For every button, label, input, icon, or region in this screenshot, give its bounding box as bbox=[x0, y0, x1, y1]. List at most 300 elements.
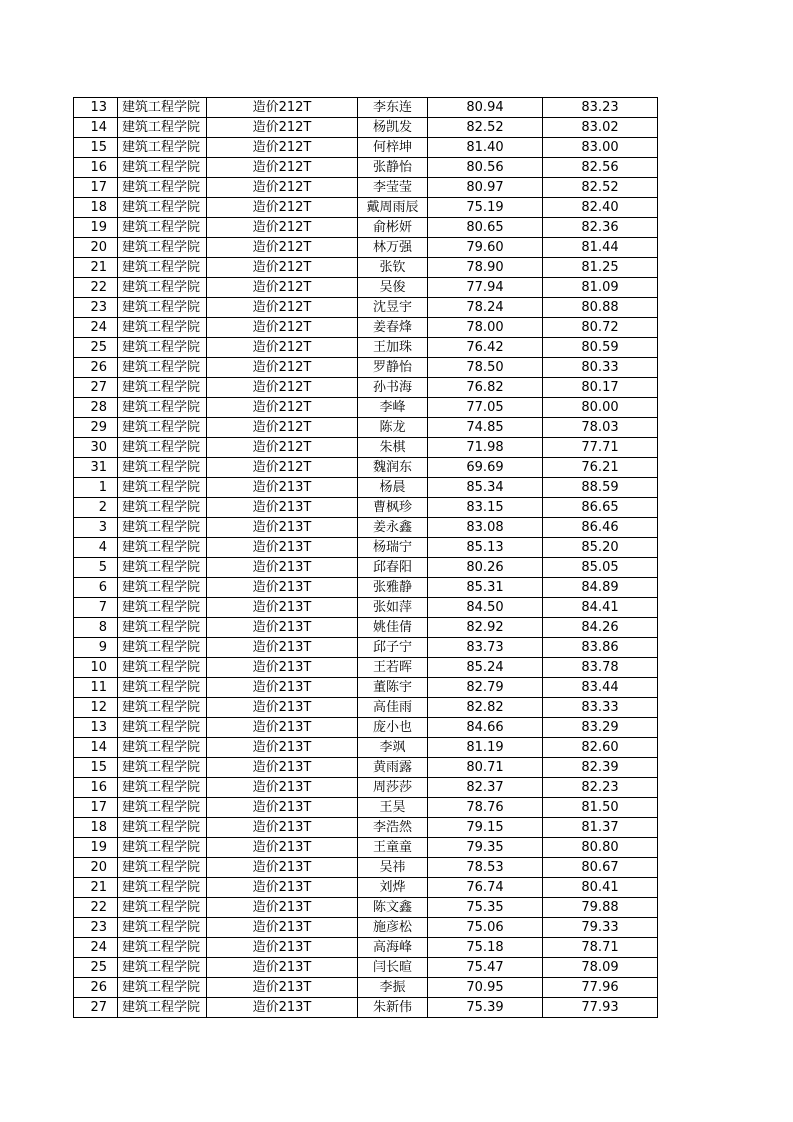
college-cell: 建筑工程学院 bbox=[118, 178, 207, 198]
row-number-cell: 15 bbox=[74, 758, 118, 778]
college-cell: 建筑工程学院 bbox=[118, 578, 207, 598]
table-row bbox=[74, 518, 658, 538]
row-number-cell: 24 bbox=[74, 938, 118, 958]
name-cell: 李峰 bbox=[358, 398, 428, 418]
score-b-cell: 78.71 bbox=[543, 938, 658, 958]
table-row bbox=[74, 738, 658, 758]
score-b-cell: 86.46 bbox=[543, 518, 658, 538]
class-cell: 造价213T bbox=[207, 898, 358, 918]
name-cell: 黄雨露 bbox=[358, 758, 428, 778]
college-cell: 建筑工程学院 bbox=[118, 518, 207, 538]
row-number-cell: 21 bbox=[74, 258, 118, 278]
class-cell: 造价213T bbox=[207, 558, 358, 578]
college-cell: 建筑工程学院 bbox=[118, 458, 207, 478]
score-b-cell: 81.25 bbox=[543, 258, 658, 278]
name-cell: 李莹莹 bbox=[358, 178, 428, 198]
college-cell: 建筑工程学院 bbox=[118, 898, 207, 918]
table-row bbox=[74, 498, 658, 518]
table-row bbox=[74, 858, 658, 878]
score-b-cell: 84.89 bbox=[543, 578, 658, 598]
row-number-cell: 18 bbox=[74, 818, 118, 838]
score-a-cell: 85.31 bbox=[428, 578, 543, 598]
table-row bbox=[74, 318, 658, 338]
table-row bbox=[74, 998, 658, 1018]
row-number-cell: 17 bbox=[74, 178, 118, 198]
college-cell: 建筑工程学院 bbox=[118, 338, 207, 358]
score-b-cell: 83.86 bbox=[543, 638, 658, 658]
score-b-cell: 80.80 bbox=[543, 838, 658, 858]
score-b-cell: 82.40 bbox=[543, 198, 658, 218]
table-row bbox=[74, 798, 658, 818]
class-cell: 造价212T bbox=[207, 178, 358, 198]
table-row bbox=[74, 258, 658, 278]
class-cell: 造价212T bbox=[207, 218, 358, 238]
score-a-cell: 85.34 bbox=[428, 478, 543, 498]
row-number-cell: 13 bbox=[74, 718, 118, 738]
college-cell: 建筑工程学院 bbox=[118, 358, 207, 378]
score-a-cell: 82.52 bbox=[428, 118, 543, 138]
table-row bbox=[74, 338, 658, 358]
name-cell: 杨凯发 bbox=[358, 118, 428, 138]
score-a-cell: 75.39 bbox=[428, 998, 543, 1018]
class-cell: 造价213T bbox=[207, 878, 358, 898]
score-b-cell: 83.29 bbox=[543, 718, 658, 738]
row-number-cell: 27 bbox=[74, 378, 118, 398]
score-a-cell: 80.56 bbox=[428, 158, 543, 178]
row-number-cell: 14 bbox=[74, 738, 118, 758]
row-number-cell: 19 bbox=[74, 218, 118, 238]
name-cell: 杨瑞宁 bbox=[358, 538, 428, 558]
row-number-cell: 28 bbox=[74, 398, 118, 418]
score-b-cell: 82.36 bbox=[543, 218, 658, 238]
college-cell: 建筑工程学院 bbox=[118, 638, 207, 658]
row-number-cell: 22 bbox=[74, 278, 118, 298]
name-cell: 陈龙 bbox=[358, 418, 428, 438]
score-a-cell: 80.65 bbox=[428, 218, 543, 238]
class-cell: 造价212T bbox=[207, 378, 358, 398]
table-row bbox=[74, 358, 658, 378]
score-table bbox=[73, 97, 658, 1018]
class-cell: 造价212T bbox=[207, 118, 358, 138]
class-cell: 造价213T bbox=[207, 818, 358, 838]
score-a-cell: 78.53 bbox=[428, 858, 543, 878]
score-b-cell: 81.50 bbox=[543, 798, 658, 818]
college-cell: 建筑工程学院 bbox=[118, 138, 207, 158]
college-cell: 建筑工程学院 bbox=[118, 118, 207, 138]
table-row bbox=[74, 138, 658, 158]
score-a-cell: 82.79 bbox=[428, 678, 543, 698]
name-cell: 李飒 bbox=[358, 738, 428, 758]
college-cell: 建筑工程学院 bbox=[118, 658, 207, 678]
class-cell: 造价212T bbox=[207, 398, 358, 418]
row-number-cell: 19 bbox=[74, 838, 118, 858]
score-a-cell: 70.95 bbox=[428, 978, 543, 998]
table-row bbox=[74, 818, 658, 838]
row-number-cell: 21 bbox=[74, 878, 118, 898]
table-row bbox=[74, 178, 658, 198]
name-cell: 陈文鑫 bbox=[358, 898, 428, 918]
table-row bbox=[74, 478, 658, 498]
score-b-cell: 79.33 bbox=[543, 918, 658, 938]
score-b-cell: 85.05 bbox=[543, 558, 658, 578]
table-row bbox=[74, 558, 658, 578]
name-cell: 闫长暄 bbox=[358, 958, 428, 978]
score-b-cell: 78.09 bbox=[543, 958, 658, 978]
college-cell: 建筑工程学院 bbox=[118, 558, 207, 578]
name-cell: 董陈宇 bbox=[358, 678, 428, 698]
name-cell: 戴周雨辰 bbox=[358, 198, 428, 218]
row-number-cell: 29 bbox=[74, 418, 118, 438]
score-b-cell: 80.17 bbox=[543, 378, 658, 398]
table-row bbox=[74, 758, 658, 778]
row-number-cell: 26 bbox=[74, 978, 118, 998]
name-cell: 张如萍 bbox=[358, 598, 428, 618]
score-b-cell: 83.78 bbox=[543, 658, 658, 678]
college-cell: 建筑工程学院 bbox=[118, 418, 207, 438]
table-row bbox=[74, 438, 658, 458]
score-a-cell: 82.82 bbox=[428, 698, 543, 718]
name-cell: 邱子宁 bbox=[358, 638, 428, 658]
score-a-cell: 75.19 bbox=[428, 198, 543, 218]
class-cell: 造价213T bbox=[207, 698, 358, 718]
college-cell: 建筑工程学院 bbox=[118, 398, 207, 418]
row-number-cell: 20 bbox=[74, 858, 118, 878]
row-number-cell: 31 bbox=[74, 458, 118, 478]
score-b-cell: 83.02 bbox=[543, 118, 658, 138]
name-cell: 吴祎 bbox=[358, 858, 428, 878]
score-a-cell: 82.92 bbox=[428, 618, 543, 638]
college-cell: 建筑工程学院 bbox=[118, 498, 207, 518]
score-b-cell: 85.20 bbox=[543, 538, 658, 558]
score-b-cell: 82.60 bbox=[543, 738, 658, 758]
college-cell: 建筑工程学院 bbox=[118, 998, 207, 1018]
college-cell: 建筑工程学院 bbox=[118, 758, 207, 778]
score-b-cell: 77.93 bbox=[543, 998, 658, 1018]
score-a-cell: 71.98 bbox=[428, 438, 543, 458]
table-row bbox=[74, 598, 658, 618]
score-b-cell: 81.44 bbox=[543, 238, 658, 258]
college-cell: 建筑工程学院 bbox=[118, 198, 207, 218]
class-cell: 造价212T bbox=[207, 138, 358, 158]
score-a-cell: 74.85 bbox=[428, 418, 543, 438]
table-row bbox=[74, 958, 658, 978]
college-cell: 建筑工程学院 bbox=[118, 798, 207, 818]
college-cell: 建筑工程学院 bbox=[118, 978, 207, 998]
table-row bbox=[74, 898, 658, 918]
row-number-cell: 11 bbox=[74, 678, 118, 698]
row-number-cell: 25 bbox=[74, 338, 118, 358]
name-cell: 姚佳倩 bbox=[358, 618, 428, 638]
class-cell: 造价213T bbox=[207, 778, 358, 798]
score-a-cell: 76.82 bbox=[428, 378, 543, 398]
row-number-cell: 13 bbox=[74, 98, 118, 118]
score-a-cell: 80.94 bbox=[428, 98, 543, 118]
table-body bbox=[74, 98, 658, 1018]
class-cell: 造价213T bbox=[207, 798, 358, 818]
table-row bbox=[74, 458, 658, 478]
row-number-cell: 10 bbox=[74, 658, 118, 678]
name-cell: 吴俊 bbox=[358, 278, 428, 298]
college-cell: 建筑工程学院 bbox=[118, 958, 207, 978]
class-cell: 造价213T bbox=[207, 518, 358, 538]
row-number-cell: 8 bbox=[74, 618, 118, 638]
score-a-cell: 82.37 bbox=[428, 778, 543, 798]
row-number-cell: 25 bbox=[74, 958, 118, 978]
table-row bbox=[74, 698, 658, 718]
score-b-cell: 83.23 bbox=[543, 98, 658, 118]
class-cell: 造价213T bbox=[207, 538, 358, 558]
class-cell: 造价212T bbox=[207, 258, 358, 278]
college-cell: 建筑工程学院 bbox=[118, 878, 207, 898]
name-cell: 罗静怡 bbox=[358, 358, 428, 378]
score-a-cell: 75.47 bbox=[428, 958, 543, 978]
row-number-cell: 4 bbox=[74, 538, 118, 558]
college-cell: 建筑工程学院 bbox=[118, 298, 207, 318]
class-cell: 造价212T bbox=[207, 298, 358, 318]
score-a-cell: 83.73 bbox=[428, 638, 543, 658]
table-row bbox=[74, 618, 658, 638]
row-number-cell: 23 bbox=[74, 918, 118, 938]
college-cell: 建筑工程学院 bbox=[118, 278, 207, 298]
table-row bbox=[74, 158, 658, 178]
row-number-cell: 30 bbox=[74, 438, 118, 458]
score-a-cell: 80.97 bbox=[428, 178, 543, 198]
class-cell: 造价213T bbox=[207, 478, 358, 498]
table-row bbox=[74, 538, 658, 558]
table-row bbox=[74, 578, 658, 598]
name-cell: 何梓坤 bbox=[358, 138, 428, 158]
score-b-cell: 80.59 bbox=[543, 338, 658, 358]
class-cell: 造价212T bbox=[207, 438, 358, 458]
class-cell: 造价212T bbox=[207, 418, 358, 438]
name-cell: 刘烨 bbox=[358, 878, 428, 898]
table-row bbox=[74, 418, 658, 438]
college-cell: 建筑工程学院 bbox=[118, 258, 207, 278]
score-b-cell: 83.33 bbox=[543, 698, 658, 718]
row-number-cell: 27 bbox=[74, 998, 118, 1018]
name-cell: 姜春烽 bbox=[358, 318, 428, 338]
score-b-cell: 81.09 bbox=[543, 278, 658, 298]
name-cell: 姜永鑫 bbox=[358, 518, 428, 538]
score-a-cell: 69.69 bbox=[428, 458, 543, 478]
table-row bbox=[74, 98, 658, 118]
class-cell: 造价213T bbox=[207, 498, 358, 518]
college-cell: 建筑工程学院 bbox=[118, 378, 207, 398]
name-cell: 沈昱宇 bbox=[358, 298, 428, 318]
table-row bbox=[74, 298, 658, 318]
score-a-cell: 84.50 bbox=[428, 598, 543, 618]
college-cell: 建筑工程学院 bbox=[118, 838, 207, 858]
college-cell: 建筑工程学院 bbox=[118, 158, 207, 178]
college-cell: 建筑工程学院 bbox=[118, 698, 207, 718]
name-cell: 庞小也 bbox=[358, 718, 428, 738]
score-a-cell: 84.66 bbox=[428, 718, 543, 738]
name-cell: 曹枫珍 bbox=[358, 498, 428, 518]
row-number-cell: 6 bbox=[74, 578, 118, 598]
score-a-cell: 77.05 bbox=[428, 398, 543, 418]
class-cell: 造价212T bbox=[207, 458, 358, 478]
table-row bbox=[74, 198, 658, 218]
name-cell: 李振 bbox=[358, 978, 428, 998]
row-number-cell: 1 bbox=[74, 478, 118, 498]
name-cell: 朱新伟 bbox=[358, 998, 428, 1018]
name-cell: 张雅静 bbox=[358, 578, 428, 598]
college-cell: 建筑工程学院 bbox=[118, 98, 207, 118]
class-cell: 造价213T bbox=[207, 978, 358, 998]
college-cell: 建筑工程学院 bbox=[118, 438, 207, 458]
score-a-cell: 76.42 bbox=[428, 338, 543, 358]
score-a-cell: 77.94 bbox=[428, 278, 543, 298]
class-cell: 造价213T bbox=[207, 858, 358, 878]
score-a-cell: 81.19 bbox=[428, 738, 543, 758]
name-cell: 高佳雨 bbox=[358, 698, 428, 718]
class-cell: 造价212T bbox=[207, 278, 358, 298]
score-b-cell: 83.00 bbox=[543, 138, 658, 158]
row-number-cell: 16 bbox=[74, 778, 118, 798]
class-cell: 造价213T bbox=[207, 578, 358, 598]
class-cell: 造价212T bbox=[207, 98, 358, 118]
score-a-cell: 75.18 bbox=[428, 938, 543, 958]
college-cell: 建筑工程学院 bbox=[118, 618, 207, 638]
score-b-cell: 88.59 bbox=[543, 478, 658, 498]
class-cell: 造价212T bbox=[207, 158, 358, 178]
row-number-cell: 5 bbox=[74, 558, 118, 578]
class-cell: 造价212T bbox=[207, 238, 358, 258]
name-cell: 王童童 bbox=[358, 838, 428, 858]
name-cell: 林万强 bbox=[358, 238, 428, 258]
name-cell: 邱春阳 bbox=[358, 558, 428, 578]
score-b-cell: 80.88 bbox=[543, 298, 658, 318]
score-a-cell: 75.35 bbox=[428, 898, 543, 918]
score-a-cell: 85.13 bbox=[428, 538, 543, 558]
score-b-cell: 77.71 bbox=[543, 438, 658, 458]
class-cell: 造价213T bbox=[207, 618, 358, 638]
class-cell: 造价213T bbox=[207, 738, 358, 758]
class-cell: 造价212T bbox=[207, 198, 358, 218]
score-b-cell: 80.67 bbox=[543, 858, 658, 878]
row-number-cell: 24 bbox=[74, 318, 118, 338]
name-cell: 王昊 bbox=[358, 798, 428, 818]
name-cell: 高海峰 bbox=[358, 938, 428, 958]
row-number-cell: 22 bbox=[74, 898, 118, 918]
score-b-cell: 80.72 bbox=[543, 318, 658, 338]
score-a-cell: 78.50 bbox=[428, 358, 543, 378]
class-cell: 造价213T bbox=[207, 958, 358, 978]
score-b-cell: 79.88 bbox=[543, 898, 658, 918]
score-b-cell: 80.41 bbox=[543, 878, 658, 898]
score-b-cell: 82.39 bbox=[543, 758, 658, 778]
score-b-cell: 82.52 bbox=[543, 178, 658, 198]
row-number-cell: 9 bbox=[74, 638, 118, 658]
college-cell: 建筑工程学院 bbox=[118, 738, 207, 758]
score-b-cell: 80.33 bbox=[543, 358, 658, 378]
college-cell: 建筑工程学院 bbox=[118, 678, 207, 698]
name-cell: 孙书海 bbox=[358, 378, 428, 398]
college-cell: 建筑工程学院 bbox=[118, 598, 207, 618]
table-row bbox=[74, 238, 658, 258]
college-cell: 建筑工程学院 bbox=[118, 318, 207, 338]
table-row bbox=[74, 918, 658, 938]
table-row bbox=[74, 378, 658, 398]
college-cell: 建筑工程学院 bbox=[118, 918, 207, 938]
name-cell: 王若晖 bbox=[358, 658, 428, 678]
class-cell: 造价213T bbox=[207, 658, 358, 678]
row-number-cell: 14 bbox=[74, 118, 118, 138]
table-row bbox=[74, 278, 658, 298]
score-a-cell: 78.00 bbox=[428, 318, 543, 338]
score-a-cell: 81.40 bbox=[428, 138, 543, 158]
score-a-cell: 83.15 bbox=[428, 498, 543, 518]
table-row bbox=[74, 218, 658, 238]
college-cell: 建筑工程学院 bbox=[118, 478, 207, 498]
row-number-cell: 23 bbox=[74, 298, 118, 318]
table-row bbox=[74, 398, 658, 418]
score-b-cell: 76.21 bbox=[543, 458, 658, 478]
class-cell: 造价212T bbox=[207, 338, 358, 358]
class-cell: 造价213T bbox=[207, 938, 358, 958]
name-cell: 张静怡 bbox=[358, 158, 428, 178]
name-cell: 杨晨 bbox=[358, 478, 428, 498]
college-cell: 建筑工程学院 bbox=[118, 938, 207, 958]
college-cell: 建筑工程学院 bbox=[118, 718, 207, 738]
table-row bbox=[74, 778, 658, 798]
row-number-cell: 2 bbox=[74, 498, 118, 518]
table-row bbox=[74, 878, 658, 898]
score-a-cell: 79.60 bbox=[428, 238, 543, 258]
score-a-cell: 85.24 bbox=[428, 658, 543, 678]
row-number-cell: 3 bbox=[74, 518, 118, 538]
college-cell: 建筑工程学院 bbox=[118, 238, 207, 258]
table-row bbox=[74, 658, 658, 678]
class-cell: 造价213T bbox=[207, 838, 358, 858]
score-a-cell: 78.76 bbox=[428, 798, 543, 818]
college-cell: 建筑工程学院 bbox=[118, 778, 207, 798]
name-cell: 俞彬妍 bbox=[358, 218, 428, 238]
class-cell: 造价213T bbox=[207, 918, 358, 938]
table-row bbox=[74, 938, 658, 958]
class-cell: 造价212T bbox=[207, 358, 358, 378]
score-a-cell: 75.06 bbox=[428, 918, 543, 938]
score-b-cell: 80.00 bbox=[543, 398, 658, 418]
class-cell: 造价213T bbox=[207, 998, 358, 1018]
name-cell: 施彦松 bbox=[358, 918, 428, 938]
score-b-cell: 84.26 bbox=[543, 618, 658, 638]
name-cell: 朱棋 bbox=[358, 438, 428, 458]
row-number-cell: 26 bbox=[74, 358, 118, 378]
class-cell: 造价212T bbox=[207, 318, 358, 338]
row-number-cell: 18 bbox=[74, 198, 118, 218]
score-a-cell: 78.90 bbox=[428, 258, 543, 278]
college-cell: 建筑工程学院 bbox=[118, 858, 207, 878]
score-b-cell: 81.37 bbox=[543, 818, 658, 838]
table-row bbox=[74, 838, 658, 858]
score-b-cell: 78.03 bbox=[543, 418, 658, 438]
score-b-cell: 86.65 bbox=[543, 498, 658, 518]
score-a-cell: 83.08 bbox=[428, 518, 543, 538]
score-a-cell: 80.26 bbox=[428, 558, 543, 578]
table-row bbox=[74, 118, 658, 138]
name-cell: 周莎莎 bbox=[358, 778, 428, 798]
college-cell: 建筑工程学院 bbox=[118, 538, 207, 558]
name-cell: 李东连 bbox=[358, 98, 428, 118]
row-number-cell: 12 bbox=[74, 698, 118, 718]
name-cell: 李浩然 bbox=[358, 818, 428, 838]
college-cell: 建筑工程学院 bbox=[118, 818, 207, 838]
score-b-cell: 84.41 bbox=[543, 598, 658, 618]
class-cell: 造价213T bbox=[207, 638, 358, 658]
score-a-cell: 76.74 bbox=[428, 878, 543, 898]
score-a-cell: 79.15 bbox=[428, 818, 543, 838]
